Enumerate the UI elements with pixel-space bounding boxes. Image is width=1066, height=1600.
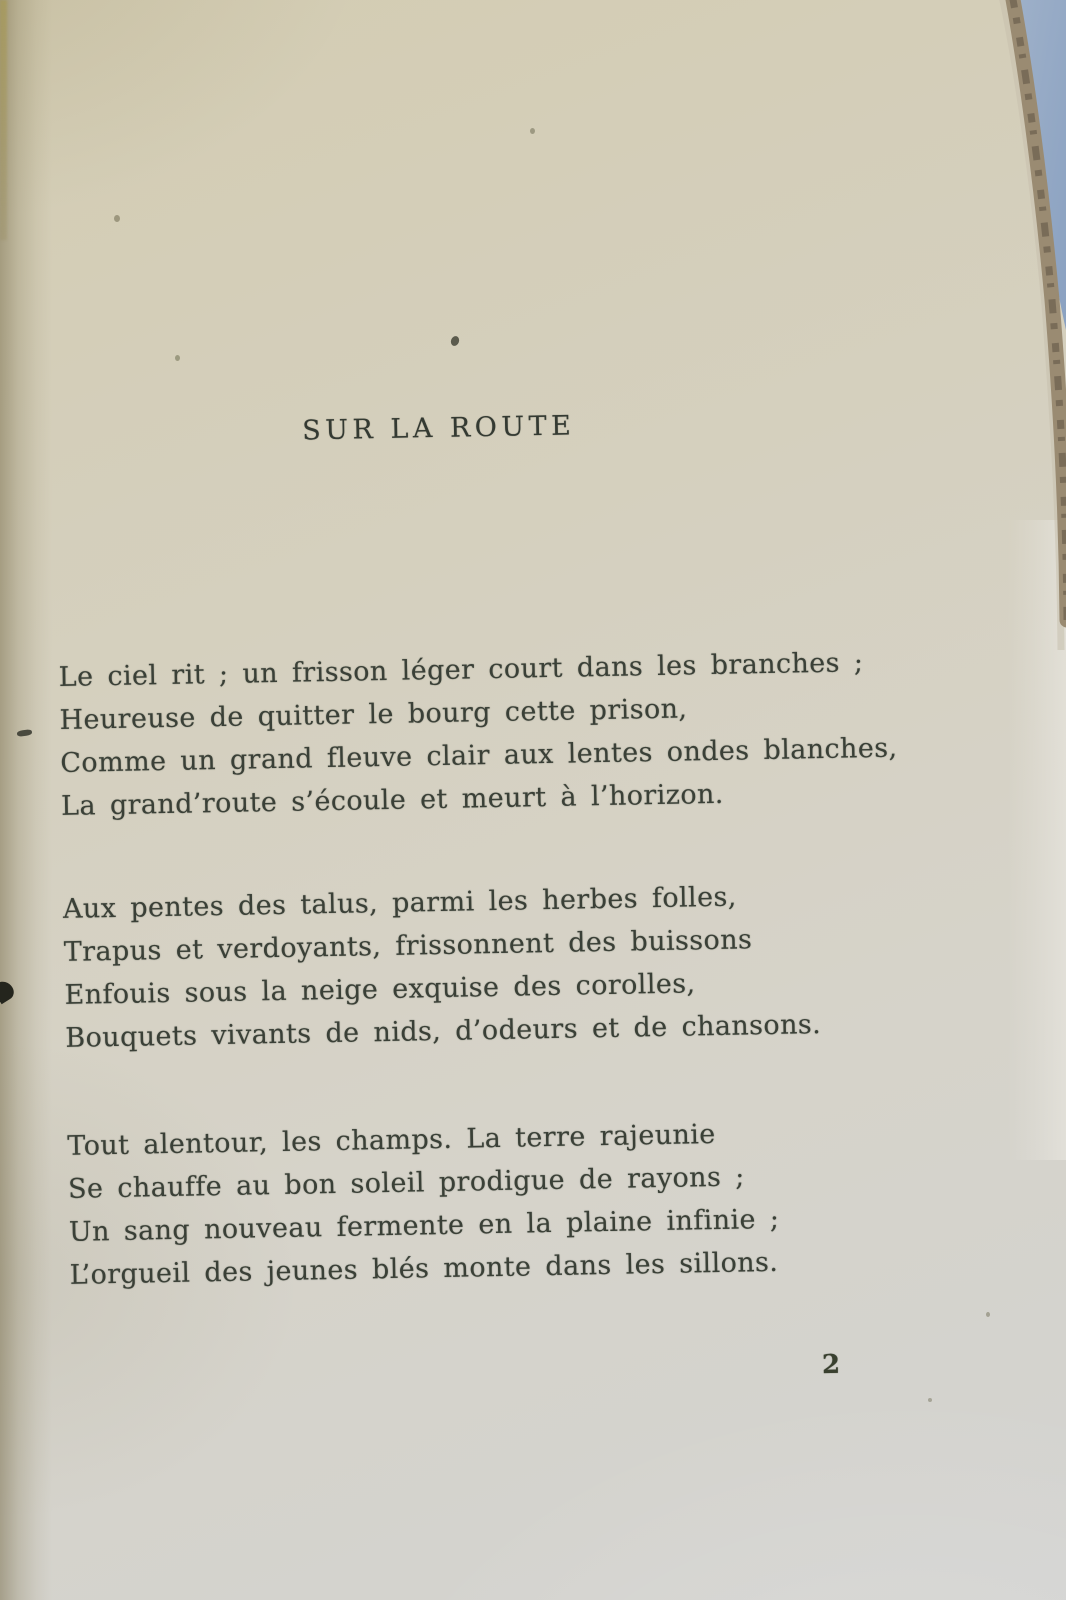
paper-fleck xyxy=(530,128,535,134)
poem-line: Un sang nouveau fermente en la plaine infinie ; xyxy=(68,1203,780,1248)
spine-gutter-shadow xyxy=(0,0,52,1600)
stanza-1 xyxy=(58,640,951,828)
spine-edge-strip xyxy=(0,0,7,240)
poem-line: Comme un grand fleuve clair aux lentes ondes blanches, xyxy=(60,732,898,779)
poem-title: SUR LA ROUTE xyxy=(301,410,576,447)
poem-line: Tout alentour, les champs. La terre rajeunie xyxy=(67,1118,716,1162)
poem-line: Heureuse de quitter le bourg cette prison, xyxy=(59,693,688,736)
poem-line: L’orgueil des jeunes blés monte dans les sillons. xyxy=(69,1246,779,1291)
paper-fleck xyxy=(986,1312,990,1317)
poem-line: Se chauffe au bon soleil prodigue de rayons ; xyxy=(67,1161,745,1205)
stanza-3 xyxy=(67,1109,960,1297)
poem-line: Enfouis sous la neige exquise des corolles, xyxy=(64,968,696,1011)
page-number: 2 xyxy=(821,1349,841,1381)
stanza-2 xyxy=(63,872,956,1060)
ink-speck xyxy=(450,335,461,347)
paper-fleck xyxy=(114,215,120,222)
poem-line: Le ciel rit ; un frisson léger court dans les branches ; xyxy=(58,647,864,693)
poem-line: La grand’route s’écoule et meurt à l’horizon. xyxy=(60,778,725,822)
poem xyxy=(54,402,960,1297)
paper-fleck xyxy=(175,355,180,361)
poem-line: Trapus et verdoyants, frissonnent des buissons xyxy=(63,924,753,968)
paper-fleck xyxy=(928,1398,932,1402)
poem-line: Bouquets vivants de nids, d’odeurs et de chansons. xyxy=(65,1009,822,1054)
poem-line: Aux pentes des talus, parmi les herbes folles, xyxy=(62,881,737,925)
poem-stanzas xyxy=(58,640,960,1297)
